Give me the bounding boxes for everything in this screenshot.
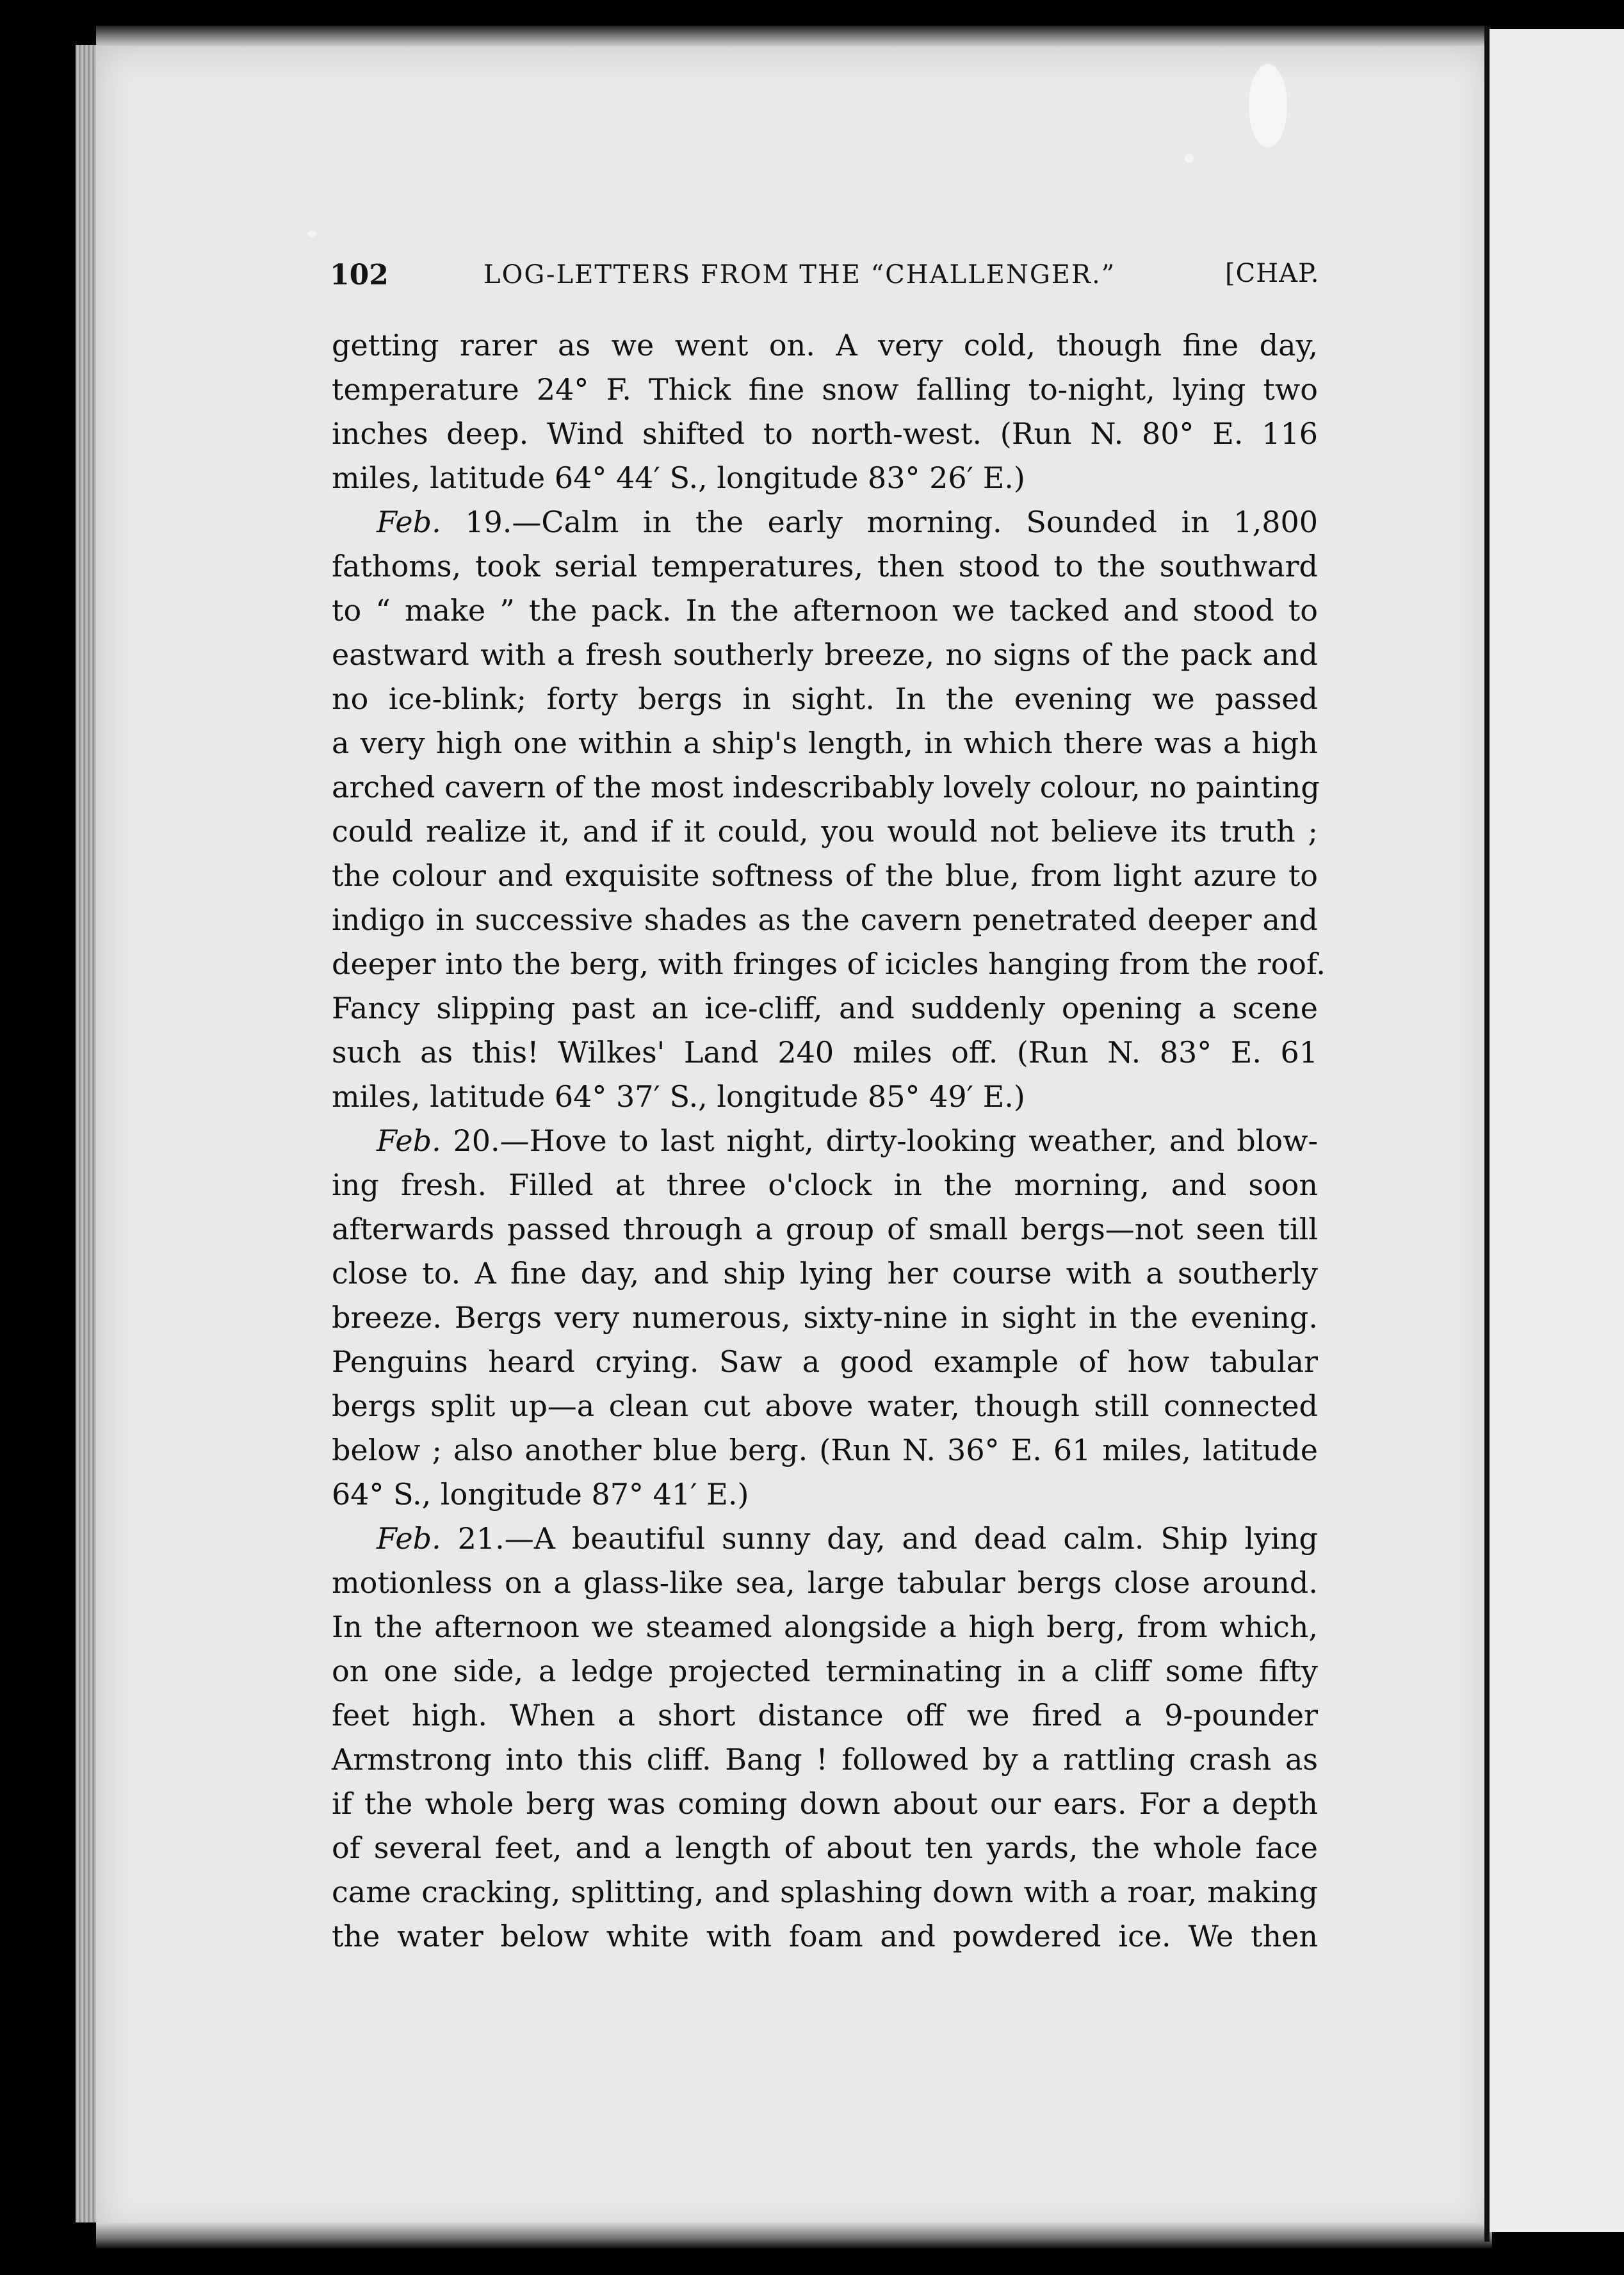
body-text xyxy=(332,323,1326,1959)
chapter-marker: [CHAP. xyxy=(1225,259,1320,288)
text-line: getting rarer as we went on. A very cold, though fine day, xyxy=(332,328,1318,363)
text-line: deeper into the berg, with fringes of icicles hanging from the roof. xyxy=(332,947,1326,981)
text-line: on one side, a ledge projected terminating in a cliff some fifty xyxy=(332,1654,1318,1688)
date-label: Feb. xyxy=(377,1521,441,1556)
text-line: breeze. Bergs very numerous, sixty-nine in sight in the evening. xyxy=(332,1300,1318,1335)
scan-speck xyxy=(1249,64,1287,147)
text-line: arched cavern of the most indescribably lovely colour, no painting xyxy=(332,770,1320,804)
text-line: such as this! Wilkes' Land 240 miles off. (Run N. 83° E. 61 xyxy=(332,1035,1318,1070)
text-line: a very high one within a ship's length, in which there was a high xyxy=(332,726,1318,760)
text-line: the colour and exquisite softness of the blue, from light azure to xyxy=(332,858,1318,893)
text-line: eastward with a fresh southerly breeze, no signs of the pack and xyxy=(332,637,1318,672)
page-number: 102 xyxy=(330,259,389,291)
running-title: LOG-LETTERS FROM THE “CHALLENGER.” xyxy=(483,260,1116,289)
facing-page-edge xyxy=(1490,29,1624,2232)
date-label: Feb. xyxy=(377,1123,441,1158)
text-line: fathoms, took serial temperatures, then stood to the southward xyxy=(332,549,1318,583)
entry-text: 19.—Calm in the early morning. Sounded in 1,800 xyxy=(441,505,1318,539)
text-line: no ice-blink; forty bergs in sight. In the evening we passed xyxy=(332,681,1318,716)
entry-text: 21.—A beautiful sunny day, and dead calm. Ship lying xyxy=(441,1521,1318,1556)
text-line: ing fresh. Filled at three o'clock in the morning, and soon xyxy=(332,1168,1318,1202)
text-line: miles, latitude 64° 44′ S., longitude 83° 26′ E.) xyxy=(332,461,1025,495)
text-line: to “ make ” the pack. In the afternoon we tacked and stood to xyxy=(332,593,1318,628)
running-header xyxy=(330,255,1320,300)
text-line: could realize it, and if it could, you would not believe its truth ; xyxy=(332,814,1318,849)
text-line: 64° S., longitude 87° 41′ E.) xyxy=(332,1477,749,1512)
text-line: Penguins heard crying. Saw a good example of how tabular xyxy=(332,1344,1318,1379)
text-line: Fancy slipping past an ice-cliff, and suddenly opening a scene xyxy=(332,991,1318,1025)
entry-feb-20 xyxy=(332,1119,1318,1163)
entry-feb-21 xyxy=(332,1517,1318,1561)
page-top-edge xyxy=(96,26,1486,47)
text-line: miles, latitude 64° 37′ S., longitude 85° 49′ E.) xyxy=(332,1079,1025,1114)
text-line: the water below white with foam and powdered ice. We then xyxy=(332,1919,1318,1953)
text-line: close to. A fine day, and ship lying her course with a southerly xyxy=(332,1256,1318,1291)
text-line: indigo in successive shades as the cavern penetrated deeper and xyxy=(332,902,1318,937)
date-label: Feb. xyxy=(377,505,441,539)
text-line: if the whole berg was coming down about our ears. For a depth xyxy=(332,1786,1318,1821)
entry-feb-19 xyxy=(332,500,1318,544)
text-line: motionless on a glass-like sea, large tabular bergs close around. xyxy=(332,1565,1318,1600)
text-line: came cracking, splitting, and splashing down with a roar, making xyxy=(332,1875,1318,1909)
text-line: temperature 24° F. Thick fine snow falling to-night, lying two xyxy=(332,372,1318,407)
page-bottom-edge xyxy=(96,2222,1492,2248)
book-gutter xyxy=(1484,26,1490,2242)
page-stack-edge xyxy=(76,45,97,2222)
text-line: Armstrong into this cliff. Bang ! followed by a rattling crash as xyxy=(332,1742,1318,1777)
text-line: In the afternoon we steamed alongside a high berg, from which, xyxy=(332,1610,1318,1644)
entry-text: 20.—Hove to last night, dirty-looking weather, and blow- xyxy=(441,1123,1318,1158)
scan-speck xyxy=(307,231,316,237)
text-line: feet high. When a short distance off we fired a 9-pounder xyxy=(332,1698,1318,1733)
text-line: bergs split up—a clean cut above water, though still connected xyxy=(332,1389,1318,1423)
text-line: below ; also another blue berg. (Run N. 36° E. 61 miles, latitude xyxy=(332,1433,1318,1467)
text-line: inches deep. Wind shifted to north-west. (Run N. 80° E. 116 xyxy=(332,416,1318,451)
text-line: of several feet, and a length of about ten yards, the whole face xyxy=(332,1831,1318,1865)
scan-speck xyxy=(1185,154,1194,163)
text-line: afterwards passed through a group of small bergs—not seen till xyxy=(332,1212,1318,1246)
